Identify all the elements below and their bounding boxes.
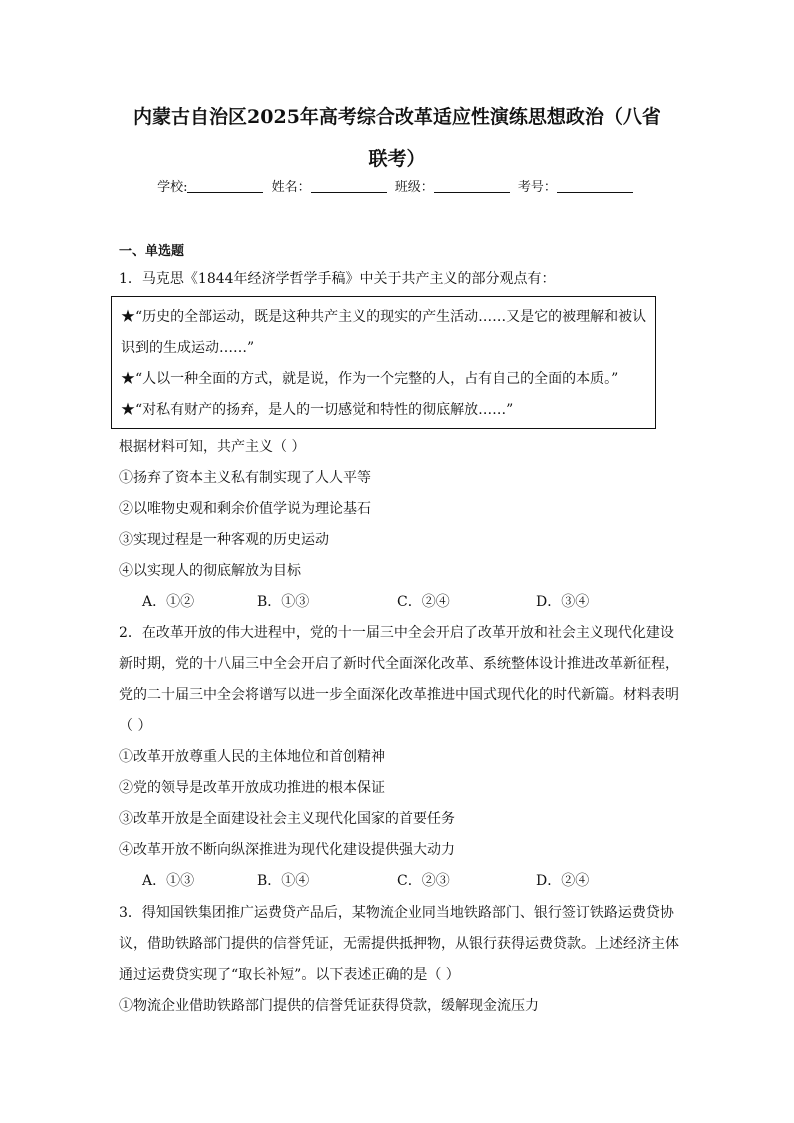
exam-title-line2: 联考） [368, 148, 426, 170]
section-heading: 一、单选题 [119, 244, 185, 259]
q1-material-line: ★“人以一种全面的方式，就是说，作为一个完整的人，占有自己的全面的本质。” [121, 371, 619, 387]
q1-material-box [111, 296, 656, 429]
q1-option-a[interactable]: A．①② [142, 594, 195, 610]
name-label: 姓名： [271, 180, 311, 195]
q2-stem-line: 新时期，党的十八届三中全会开启了新时代全面深化改革、系统整体设计推进改革新征程， [119, 656, 679, 672]
q2-stem-line: （ ） [119, 718, 152, 734]
q3-stem-line: 通过运费贷实现了“取长补短”。以下表述正确的是（ ） [119, 967, 460, 983]
exam-number-label: 考号： [517, 180, 557, 195]
q2-option-b[interactable]: B．①④ [257, 873, 310, 889]
q2-item: ②党的领导是改革开放成功推进的根本保证 [119, 780, 385, 796]
q1-material-line: ★“历史的全部运动，既是这种共产主义的现实的产生活动……又是它的被理解和被认 [121, 309, 647, 325]
q2-stem-line: 2．在改革开放的伟大进程中，党的十一届三中全会开启了改革开放和社会主义现代化建设 [119, 625, 674, 641]
q1-item: ④以实现人的彻底解放为目标 [119, 563, 301, 579]
q1-option-b[interactable]: B．①③ [257, 594, 310, 610]
name-field[interactable] [311, 178, 387, 193]
exam-title-line1: 内蒙古自治区2025年高考综合改革适应性演练思想政治（八省 [133, 106, 661, 128]
q3-item: ①物流企业借助铁路部门提供的信誉凭证获得贷款，缓解现金流压力 [119, 998, 539, 1014]
q2-stem-line: 党的二十届三中全会将谱写以进一步全面深化改革推进中国式现代化的时代新篇。材料表明 [119, 687, 679, 703]
class-label: 班级： [394, 180, 434, 195]
q2-item: ④改革开放不断向纵深推进为现代化建设提供强大动力 [119, 842, 455, 858]
q2-item: ③改革开放是全面建设社会主义现代化国家的首要任务 [119, 811, 455, 827]
q1-option-d[interactable]: D．③④ [536, 594, 590, 610]
q2-item: ①改革开放尊重人民的主体地位和首创精神 [119, 749, 385, 765]
student-info-row [0, 176, 794, 200]
q1-item: ②以唯物史观和剩余价值学说为理论基石 [119, 501, 371, 517]
school-field[interactable] [187, 178, 263, 193]
q1-material-line: 识到的生成运动……” [121, 340, 255, 356]
exam-number-field[interactable] [557, 178, 633, 193]
q1-material-line: ★“对私有财产的扬弃，是人的一切感觉和特性的彻底解放……” [121, 402, 514, 418]
q3-stem-line: 议，借助铁路部门提供的信誉凭证，无需提供抵押物，从银行获得运费贷款。上述经济主体 [119, 936, 679, 952]
q1-stem: 1．马克思《1844年经济学哲学手稿》中关于共产主义的部分观点有： [119, 271, 556, 287]
q2-option-c[interactable]: C．②③ [397, 873, 450, 889]
class-field[interactable] [434, 178, 510, 193]
q1-item: ①扬弃了资本主义私有制实现了人人平等 [119, 470, 371, 486]
q1-prompt: 根据材料可知，共产主义（ ） [119, 439, 306, 455]
q2-option-d[interactable]: D．②④ [536, 873, 590, 889]
q1-option-c[interactable]: C．②④ [397, 594, 450, 610]
q3-stem-line: 3．得知国铁集团推广运费贷产品后，某物流企业同当地铁路部门、银行签订铁路运费贷协 [119, 905, 674, 921]
q1-item: ③实现过程是一种客观的历史运动 [119, 532, 329, 548]
q2-option-a[interactable]: A．①③ [142, 873, 195, 889]
school-label: 学校: [157, 180, 188, 195]
